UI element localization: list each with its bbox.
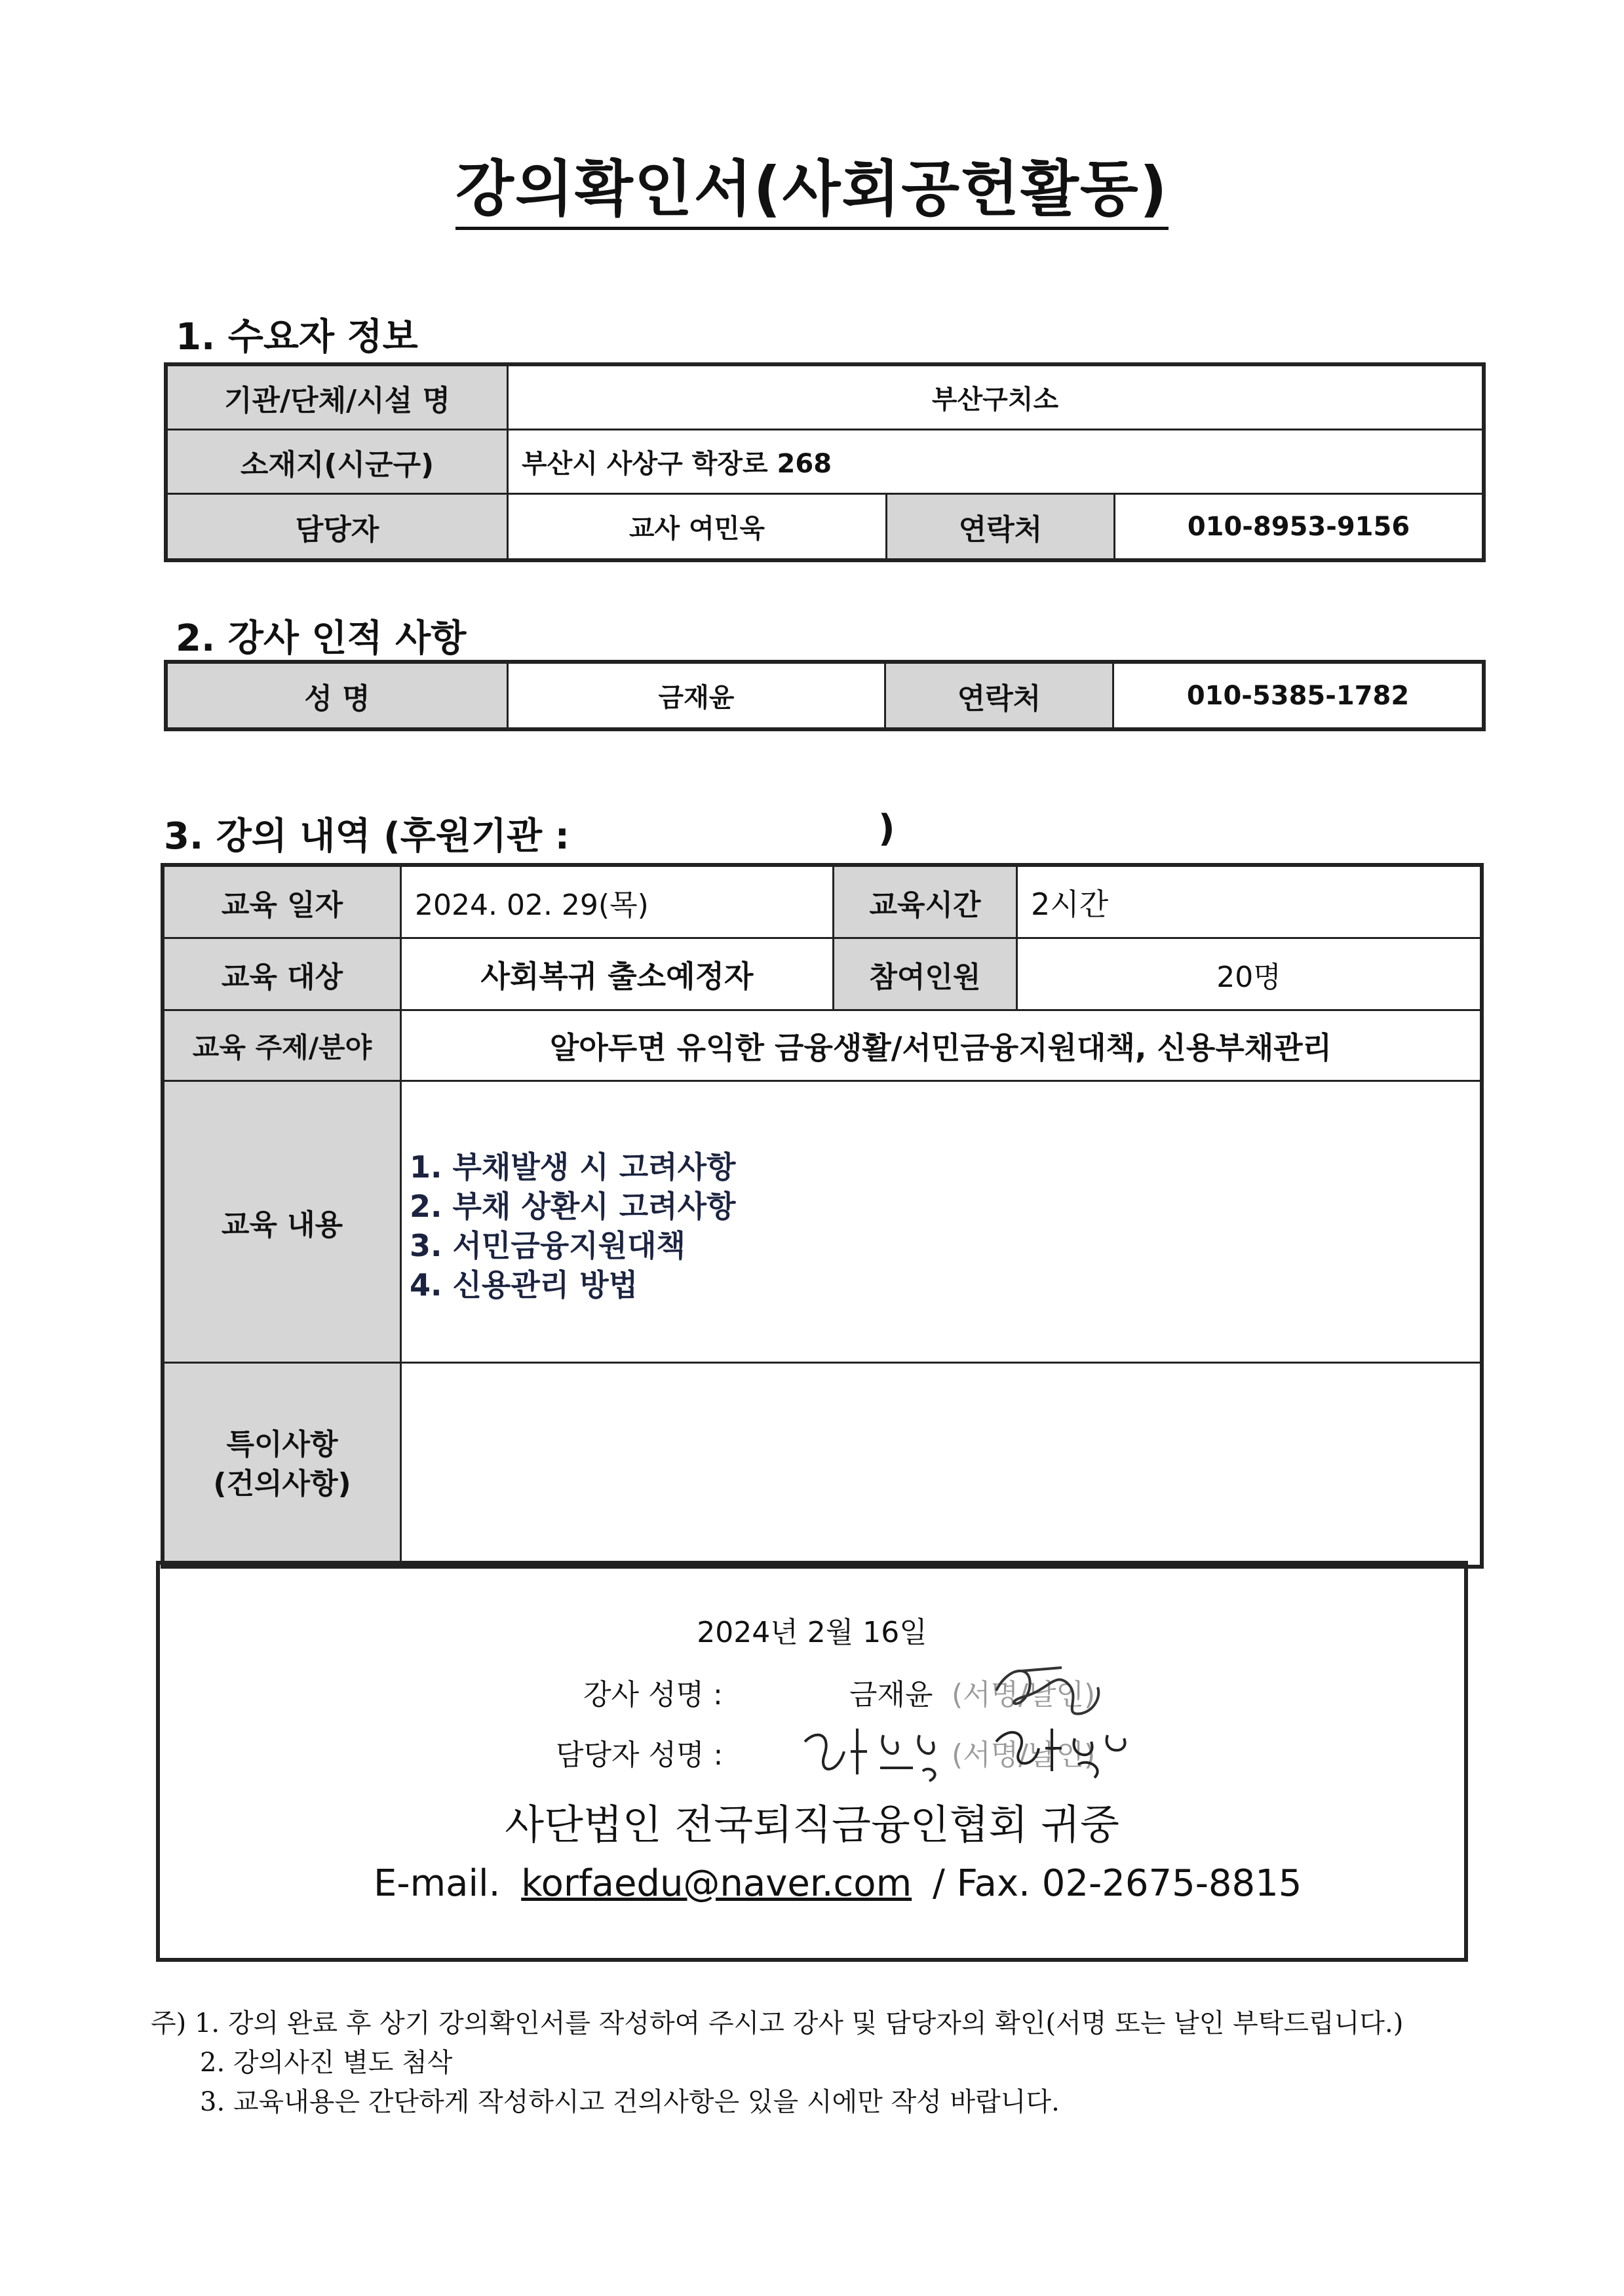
title-text: 강의확인서(사회공헌활동) xyxy=(455,154,1169,230)
topic-value: 알아두면 유익한 금융생활/서민금융지원대책, 신용부채관리 xyxy=(401,1010,1481,1081)
attendees-value: 20명 xyxy=(1017,938,1481,1010)
fax-text: / Fax. 02-2675-8815 xyxy=(932,1862,1302,1905)
lecturer-name-label: 성 명 xyxy=(167,663,508,729)
manager-label: 담당자 xyxy=(167,494,508,560)
remarks-label-line2: (건의사항) xyxy=(213,1466,351,1501)
lecture-detail-table xyxy=(163,865,1482,1567)
location-label: 소재지(시군구) xyxy=(167,430,508,494)
client-contact-value: 010-8953-9156 xyxy=(1115,494,1483,560)
date-value: 2024. 02. 29(목) xyxy=(401,866,834,938)
manager-value: 교사 여민욱 xyxy=(508,494,887,560)
lecturer-sign-label: 강사 성명 : xyxy=(583,1678,723,1712)
note-line-1: 주) 1. 강의 완료 후 상기 강의확인서를 작성하여 주시고 강사 및 담당자의 확인(서명 또는 날인 부탁드립니다.) xyxy=(151,2008,1404,2038)
topic-label: 교육 주제/분야 xyxy=(164,1010,401,1081)
email-prefix: E-mail. xyxy=(374,1862,501,1905)
lecturer-name-value: 금재윤 xyxy=(508,663,885,729)
attendees-label: 참여인원 xyxy=(834,938,1017,1010)
contact-line xyxy=(374,1862,1302,1905)
time-value: 2시간 xyxy=(1017,866,1481,938)
target-value: 사회복귀 출소예정자 xyxy=(401,938,834,1010)
lecturer-sign-name: 금재윤 xyxy=(849,1678,933,1712)
client-contact-label: 연락처 xyxy=(887,494,1115,560)
client-info-table xyxy=(166,364,1484,560)
manager-signature-first xyxy=(798,1715,956,1788)
lecturer-contact-label: 연락처 xyxy=(885,663,1113,729)
time-label: 교육시간 xyxy=(834,866,1017,938)
content-cell xyxy=(401,1081,1481,1363)
section3-heading-close: ) xyxy=(878,807,895,850)
date-label: 교육 일자 xyxy=(164,866,401,938)
lecturer-sign-note: (서명/날인) xyxy=(952,1678,1096,1712)
manager-signature-second xyxy=(990,1715,1140,1781)
org-label: 기관/단체/시설 명 xyxy=(167,366,508,430)
manager-sign-note: (서명/날인) xyxy=(952,1738,1096,1772)
list-item: 4. 신용관리 방법 xyxy=(410,1267,638,1303)
page-title xyxy=(0,141,1624,227)
note-line-3: 3. 교육내용은 간단하게 작성하시고 건의사항은 있을 시에만 작성 바랍니다. xyxy=(200,2087,1060,2117)
content-list xyxy=(410,1147,1467,1305)
note-line-2: 2. 강의사진 별도 첨삭 xyxy=(200,2048,453,2078)
list-item: 2. 부채 상환시 고려사항 xyxy=(410,1189,736,1224)
target-label: 교육 대상 xyxy=(164,938,401,1010)
manager-sign-label: 담당자 성명 : xyxy=(556,1738,724,1772)
remarks-value xyxy=(401,1363,1481,1566)
confirm-date: 2024년 2월 16일 xyxy=(697,1616,927,1649)
organization-name: 사단법인 전국퇴직금융인협회 귀중 xyxy=(505,1801,1119,1848)
section3-heading: 3. 강의 내역 (후원기관 : xyxy=(164,815,570,858)
lecturer-contact-value: 010-5385-1782 xyxy=(1113,663,1483,729)
section1-heading: 1. 수요자 정보 xyxy=(176,316,418,358)
section2-heading: 2. 강사 인적 사항 xyxy=(176,617,467,660)
remarks-label xyxy=(164,1363,401,1566)
lecturer-info-table xyxy=(166,662,1484,729)
email-link[interactable]: korfaedu@naver.com xyxy=(521,1862,912,1905)
org-value: 부산구치소 xyxy=(508,366,1483,430)
list-item: 3. 서민금융지원대책 xyxy=(410,1228,686,1263)
list-item: 1. 부채발생 시 고려사항 xyxy=(410,1149,736,1185)
content-label: 교육 내용 xyxy=(164,1081,401,1363)
remarks-label-line1: 특이사항 xyxy=(226,1427,338,1461)
location-value: 부산시 사상구 학장로 268 xyxy=(508,430,1483,494)
